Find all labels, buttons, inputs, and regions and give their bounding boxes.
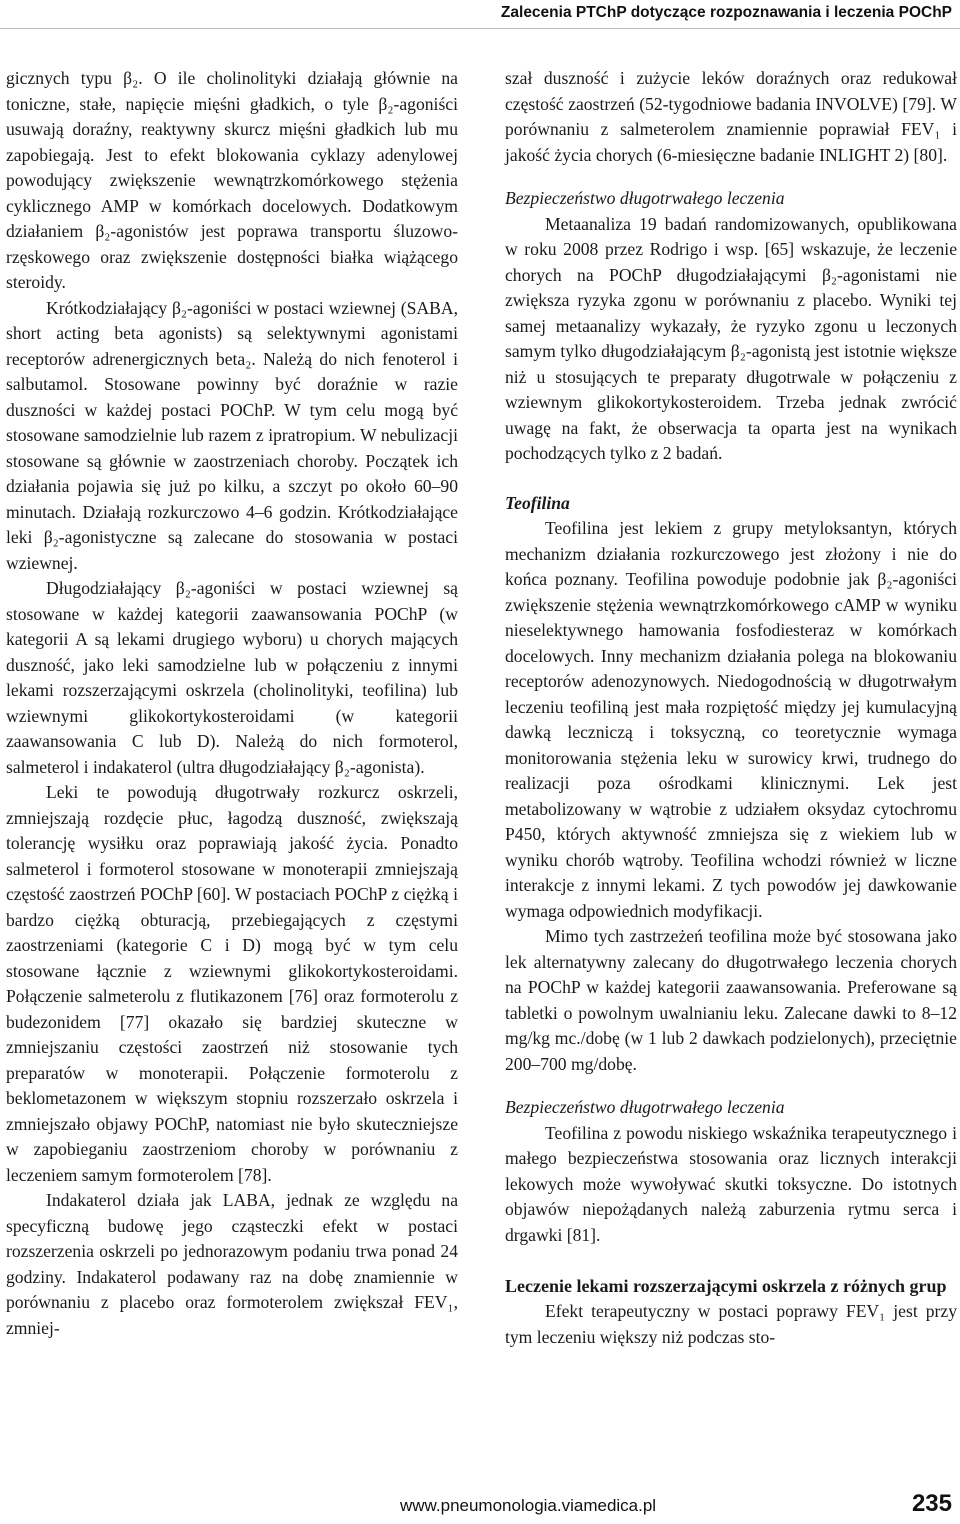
subheading: Bezpieczeństwo długotrwałego leczenia	[505, 188, 785, 208]
paragraph: Indakaterol działa jak LABA, jednak ze względu na specyficzną budowę jego cząsteczki efekt w postaci rozszerzenia oskrzeli po jednorazowym podaniu trwa ponad 24 godziny. Indakaterol podawany raz na dobę znamiennie w porównaniu z placebo oraz formoterolem zwiększał FEV₁, zmniej-	[6, 1190, 458, 1338]
paragraph: Krótkodziałający β₂-agoniści w postaci wziewnej (SABA, short acting beta agonists) są selektywnymi agonistami receptorów adrenergicznych beta₂. Należą do nich fenoterol i salbutamol. Stosowane powinny być doraźnie w razie duszności w każdej postaci POChP. W tym celu mogą być stosowane samodzielnie lub razem z ipratropium. W nebulizacji stosowane są głównie w zaostrzeniach choroby. Początek ich działania pojawia się już po kilku, a szczyt po około 60–90 minutach. Działają rozkurczowo 4–6 godzin. Krótkodziałające leki β₂-agonistyczne są zalecane do stosowania w postaci wziewnej.	[6, 297, 458, 573]
subheading: Bezpieczeństwo długotrwałego leczenia	[505, 1097, 785, 1117]
paragraph: Długodziałający β₂-agoniści w postaci wziewnej są stosowane w każdej kategorii zaawansowania POChP (w kategorii A są lekami drugiego wyboru) u chorych mających duszność, jako leki samodzielne lub w połączeniu z innymi lekami rozszerzającymi oskrzela (cholinolityki, teofilina) lub wziewnymi glikokortykosteroidami (w kategorii zaawansowania C lub D). Należą do nich formoterol, salmeterol i indakaterol (ultra długodziałający β₂-agonista).	[6, 578, 458, 777]
section-title: Leczenie lekami rozszerzającymi oskrzela z różnych grup	[505, 1276, 947, 1296]
paragraph: Teofilina jest lekiem z grupy metyloksantyn, których mechanizm działania rozkurczowego jest złożony i nie do końca poznany. Teofilina powoduje podobnie jak β₂-agoniści zwiększenie stężenia wewnątrzkomórkowego cAMP w wyniku nieselektywnego hamowania fosfodiesteraz w komórkach docelowych. Inny mechanizm działania polega na blokowaniu receptorów adenozynowych. Niedogodnością w długotrwałym leczeniu teofiliną jest mała rozpiętość między jej kumulacyjną dawką leczniczą i toksyczną, co teoretycznie wymaga monitorowania stężenia leku w surowicy krwi, trudnego do realizacji poza ośrodkami klinicznymi. Lek jest metabolizowany w wątrobie z udziałem oksydaz cytochromu P450, których aktywność zmniejsza się z wiekiem lub w wyniku chorób wątroby. Teofilina wchodzi również w liczne interakcje z innymi lekami. Z tych powodów jej dawkowanie wymaga odpowiednich modyfikacji.	[505, 518, 957, 921]
paragraph: szał duszność i zużycie leków doraźnych oraz redukował częstość zaostrzeń (52-tygodniowe badania INVOLVE) [79]. W porównaniu z salmeterolem znamiennie poprawiał FEV₁ i jakość życia chorych (6-miesięczne badanie INLIGHT 2) [80].	[505, 68, 957, 165]
subheading: Teofilina	[505, 492, 570, 513]
running-title: Zalecenia PTChP dotyczące rozpoznawania i leczenia POChP	[500, 4, 952, 21]
paragraph: Efekt terapeutyczny w postaci poprawy FEV₁ jest przy tym leczeniu większy niż podczas sto-	[505, 1301, 957, 1347]
paragraph: Metaanaliza 19 badań randomizowanych, opublikowana w roku 2008 przez Rodrigo i wsp. [65] wskazuje, że leczenie chorych na POChP długodziałającymi β₂-agonistami nie zwiększa ryzyka zgonu w porównaniu z placebo. Wyniki tej samej metaanalizy wykazały, że ryzyko zgonu u leczonych samym tylko długodziałającym β₂-agonistą jest istotnie większe niż u stosujących te preparaty długotrwale w połączeniu z wziewnym glikokortykosteroidem. Trzeba jednak zwrócić uwagę na fakt, że obserwacja ta oparta jest na wynikach pochodzących tylko z 2 badań.	[505, 213, 957, 463]
paragraph: Leki te powodują długotrwały rozkurcz oskrzeli, zmniejszają rozdęcie płuc, łagodzą duszność, zwiększają tolerancję wysiłku oraz poprawiają jakość życia. Ponadto salmeterol i formoterol stosowane w monoterapii zmniejszają częstość zaostrzeń POChP [60]. W postaciach POChP z ciężką i bardzo ciężką obturacją, przebiegających z częstymi zaostrzeniami (kategorie C i D) mogą być w tym celu stosowane łącznie z wziewnymi glikokortykosteroidami. Połączenie salmeterolu z flutikazonem [76] oraz formoterolu z budezonidem [77] okazało się bardziej skuteczne w zmniejszaniu częstości zaostrzeń niż stosowanie tych preparatów w monoterapii. Połączenie formoterolu z beklometazonem w większym stopniu rozszerzało oskrzela i zmniejszało objawy POChP, natomiast nie było skuteczniejsze w zapobieganiu zaostrzeniom choroby w porównaniu z leczeniem samym formoterolem [78].	[6, 782, 458, 1185]
footer-url: www.pneumonologia.viamedica.pl	[400, 1496, 657, 1515]
paragraph: Mimo tych zastrzeżeń teofilina może być stosowana jako lek alternatywny zalecany do długotrwałego leczenia chorych na POChP w każdej kategorii zaawansowania. Preferowane są tabletki o powolnym uwalnianiu leku. Zalecane dawki to 8–12 mg/kg mc./dobę (w 1 lub 2 dawkach podzielonych), przeciętnie 200–700 mg/dobę.	[505, 926, 957, 1074]
running-header	[0, 0, 960, 29]
page-number: 235	[911, 1490, 952, 1517]
left-column	[6, 66, 458, 1341]
paragraph: gicznych typu β₂. O ile cholinolityki działają głównie na toniczne, stałe, napięcie mięśni gładkich, o tyle β₂-agoniści usuwają doraźny, reaktywny skurcz mięśni gładkich lub mu zapobiegają. Jest to efekt blokowania cyklazy adenylowej powodujący zwiększenie wewnątrzkomórkowego stężenia cyklicznego AMP w komórkach docelowych. Dodatkowym działaniem β₂-agonistów jest poprawa transportu śluzowo-rzęskowego oraz zwiększenie dostępności białka wiążącego steroidy.	[6, 68, 458, 292]
paragraph: Teofilina z powodu niskiego wskaźnika terapeutycznego i małego bezpieczeństwa stosowania oraz licznych interakcji lekowych może wywoływać skutki toksyczne. Do istotnych objawów niepożądanych należą zaburzenia rytmu serca i drgawki [81].	[505, 1122, 957, 1245]
right-column	[505, 66, 957, 1350]
